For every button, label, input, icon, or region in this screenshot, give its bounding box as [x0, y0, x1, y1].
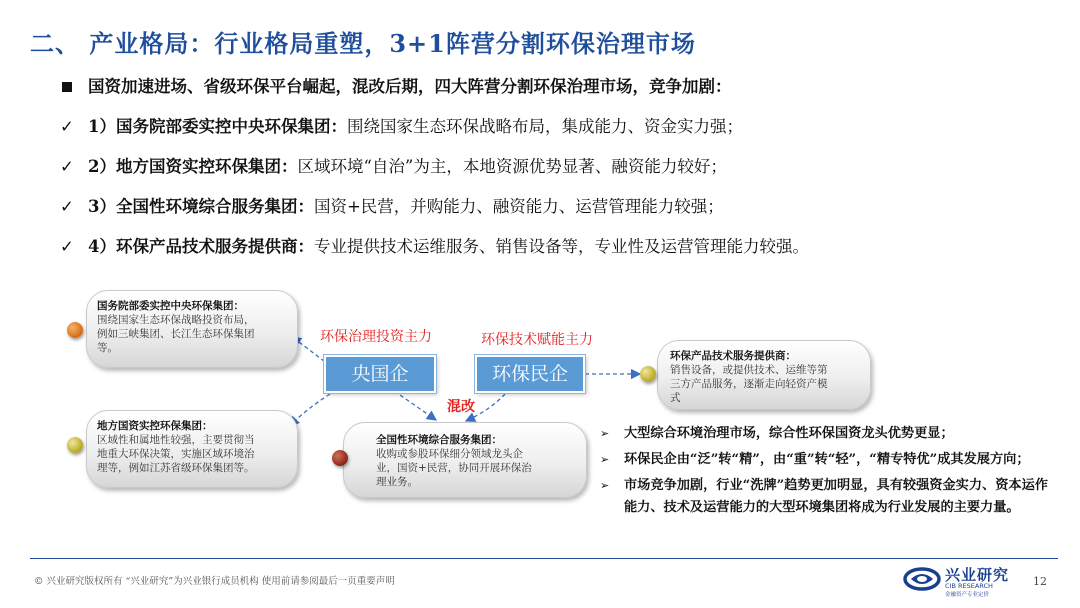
- callout-line: 收购或参股环保细分领域龙头企: [376, 448, 523, 460]
- callout-title: 全国性环境综合服务集团：: [376, 434, 502, 446]
- insight-text: 大型综合环境治理市场，综合性环保国资龙头优势更显；: [624, 426, 954, 441]
- cib-research-logo: [903, 563, 1023, 597]
- checkmark-icon: ✓: [60, 197, 74, 216]
- local-group-callout: [86, 410, 298, 488]
- logo-sub: 金融资产专业定价: [945, 592, 990, 598]
- arrow-bullet-icon: ➢: [600, 479, 610, 492]
- footer-divider: [30, 558, 1058, 559]
- check-lead: 3）全国性环境综合服务集团：: [88, 197, 314, 216]
- intro-text: 国资加速进场、省级环保平台崛起，混改后期，四大阵营分割环保治理市场，竞争加剧：: [88, 77, 732, 96]
- callout-line: 例如三峡集团、长江生态环保集团: [97, 328, 255, 340]
- cib-swirl-icon: [903, 567, 941, 591]
- callout-line: 业，国资+民营，协同开展环保治: [376, 462, 532, 474]
- insight-list: [598, 423, 1058, 519]
- soe-pill: 央国企: [324, 355, 436, 393]
- connector-soe-local: [290, 394, 330, 426]
- check-text: 国资+民营，并购能力、融资能力、运营管理能力较强；: [313, 197, 724, 216]
- callout-line: 区域性和属地性较强，主要贯彻当: [97, 434, 255, 446]
- callout-line: 三方产品服务，逐渐走向轻资产模: [670, 378, 828, 390]
- checkmark-icon: ✓: [60, 117, 74, 136]
- arrow-bullet-icon: ➢: [600, 453, 610, 466]
- check-lead: 2）地方国资实控环保集团：: [88, 157, 298, 176]
- red-dot-icon: [332, 450, 348, 466]
- logo-en: CIB RESEARCH: [945, 582, 993, 590]
- olive-dot-icon: [67, 437, 83, 453]
- callout-title: 环保产品技术服务提供商：: [670, 350, 796, 362]
- callout-line: 式: [670, 392, 681, 404]
- callout-line: 理业务。: [376, 476, 418, 488]
- olive-dot-icon: [640, 366, 656, 382]
- page-number: 12: [1033, 575, 1047, 588]
- national-group-callout: [343, 422, 587, 498]
- check-text: 围绕国家生态环保战略布局，集成能力、资金实力强；: [346, 117, 743, 136]
- insight-item: [598, 449, 1058, 471]
- orange-dot-icon: [67, 322, 83, 338]
- page-title: 二、 产业格局：行业格局重塑，3+1阵营分割环保治理市场: [30, 29, 696, 58]
- central-group-callout: [86, 290, 298, 368]
- check-lead: 1）国务院部委实控中央环保集团：: [88, 117, 347, 136]
- soe-role-label: 环保治理投资主力: [320, 329, 432, 345]
- callout-line: 销售设备，或提供技术、运维等第: [670, 364, 828, 376]
- private-pill: 环保民企: [475, 355, 585, 393]
- callout-title: 国务院部委实控中央环保集团：: [97, 300, 244, 312]
- callout-line: 地重大环保决策，实施区域环境治: [97, 448, 255, 460]
- checkmark-icon: ✓: [60, 237, 74, 256]
- arrow-bullet-icon: ➢: [600, 427, 610, 440]
- mixed-reform-label: 混改: [447, 399, 475, 415]
- connector-soe-national: [400, 395, 436, 420]
- private-role-label: 环保技术赋能主力: [481, 332, 593, 348]
- check-lead: 4）环保产品技术服务提供商：: [88, 237, 314, 256]
- callout-line: 理等，例如江苏省级环保集团等。: [97, 462, 255, 474]
- footer-copyright: © 兴业研究版权所有 “兴业研究”为兴业银行成员机构 使用前请参阅最后一页重要声明: [34, 576, 395, 587]
- insight-item: [598, 475, 1058, 519]
- callout-title: 地方国资实控环保集团：: [97, 420, 213, 432]
- insight-item: [598, 423, 1058, 445]
- logo-cn: 兴业研究: [945, 566, 1010, 584]
- check-text: 专业提供技术运维服务、销售设备等，专业性及运营管理能力较强。: [313, 237, 809, 256]
- callout-line: 围绕国家生态环保战略投资布局，: [97, 314, 255, 326]
- tech-provider-callout: [657, 340, 871, 410]
- check-text: 区域环境“自治”为主，本地资源优势显著、融资能力较好；: [297, 157, 727, 176]
- insight-text: 环保民企由“泛”转“精”，由“重”转“轻”，“精专特优”成其发展方向；: [624, 452, 1030, 467]
- callout-line: 等。: [97, 342, 118, 354]
- checkmark-icon: ✓: [60, 157, 74, 176]
- insight-text: 市场竞争加剧，行业“洗牌”趋势更加明显，具有较强资金实力、资本运作能力、技术及运营能力的大型环境集团将成为行业发展的主要力量。: [624, 478, 1048, 515]
